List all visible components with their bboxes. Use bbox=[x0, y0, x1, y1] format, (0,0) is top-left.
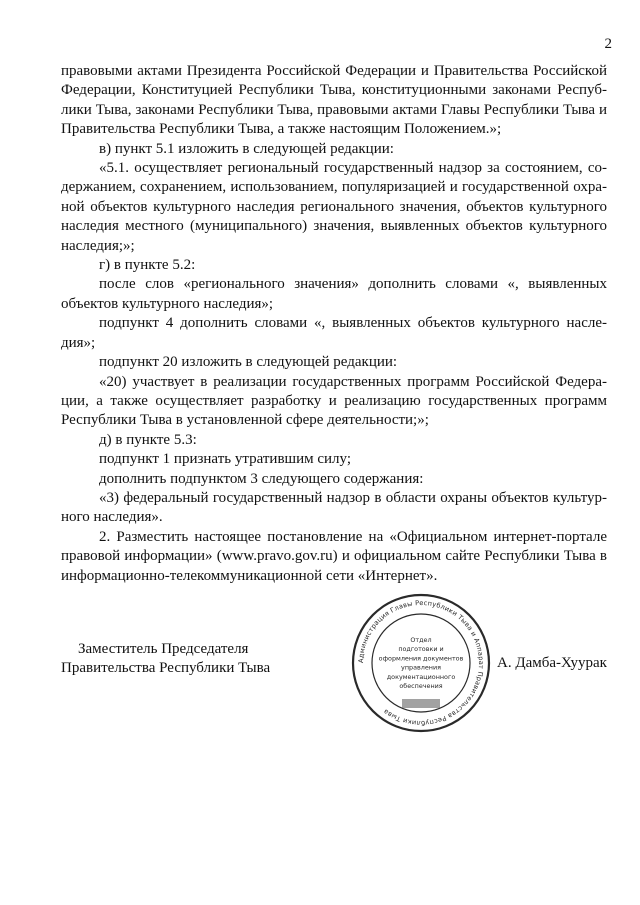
paragraph: в) пункт 5.1 изложить в следующей редакции: bbox=[99, 140, 394, 157]
paragraph: г) в пункте 5.2: bbox=[99, 257, 196, 274]
seal-inner-line: управления bbox=[401, 663, 441, 672]
paragraph: «20) участвует в реализации государственных программ Российской Федерации, а также осуществляет разработку и реализацию государственных программ Республики Тыва в установленной сфере деятельности;»; bbox=[61, 373, 607, 429]
seal-inner-line: документационного bbox=[386, 672, 456, 681]
paragraph: после слов «регионального значения» дополнить словами «, выявленных объектов культурного наследия»; bbox=[61, 276, 607, 312]
paragraph: подпункт 1 признать утратившим силу; bbox=[99, 451, 351, 468]
paragraph: подпункт 4 дополнить словами «, выявленных объектов культурного наследия»; bbox=[61, 315, 607, 351]
paragraph: «5.1. осуществляет региональный государственный надзор за состоянием, содержанием, сохранением, использованием, популяризацией и государственной охраной объектов культурного наследия регионального значения, объектов культурного наследия местного (муниципального) значения, выявленных объектов культурного наследия;»; bbox=[61, 160, 607, 254]
seal-inner-line: подготовки и bbox=[398, 645, 444, 654]
paragraph: правовыми актами Президента Российской Федерации и Правительства Российской Федерации, Конституцией Республики Тыва, конституционными законами Республики Тыва, законами Республики Тыва, правовыми актами Главы Республики Тыва и Правительства Республики Тыва, а также настоящим Положением.»; bbox=[61, 63, 607, 138]
paragraph: д) в пункте 5.3: bbox=[99, 431, 197, 448]
signatory-title bbox=[61, 640, 271, 678]
signatory-name: А. Дамба-Хуурак bbox=[497, 655, 607, 671]
paragraph: дополнить подпунктом 3 следующего содержания: bbox=[99, 470, 424, 487]
page-number: 2 bbox=[604, 36, 612, 52]
official-seal bbox=[350, 592, 492, 734]
seal-stamp-icon bbox=[350, 592, 492, 734]
document-body bbox=[61, 62, 607, 586]
signatory-title-line1: Заместитель Председателя bbox=[78, 641, 249, 657]
paragraph: 2. Разместить настоящее постановление на «Официальном интернет-портале правовой информации» (www.pravo.gov.ru) и официальном сайте Республики Тыва в информационно-телекоммуникационной сети «Интернет». bbox=[61, 528, 607, 584]
seal-inner-line: обеспечения bbox=[399, 682, 443, 690]
seal-inner-line: оформления документов bbox=[378, 654, 464, 663]
paragraph: «3) федеральный государственный надзор в области охраны объектов культурного наследия». bbox=[61, 489, 607, 526]
seal-ring-text: Администрация Главы Республики Тыва и Аппарат Правительства Республики Тыва bbox=[356, 598, 486, 728]
paragraph: подпункт 20 изложить в следующей редакции: bbox=[99, 354, 398, 371]
seal-inner-line: Отдел bbox=[410, 636, 432, 644]
signatory-title-line2: Правительства Республики Тыва bbox=[61, 660, 271, 676]
